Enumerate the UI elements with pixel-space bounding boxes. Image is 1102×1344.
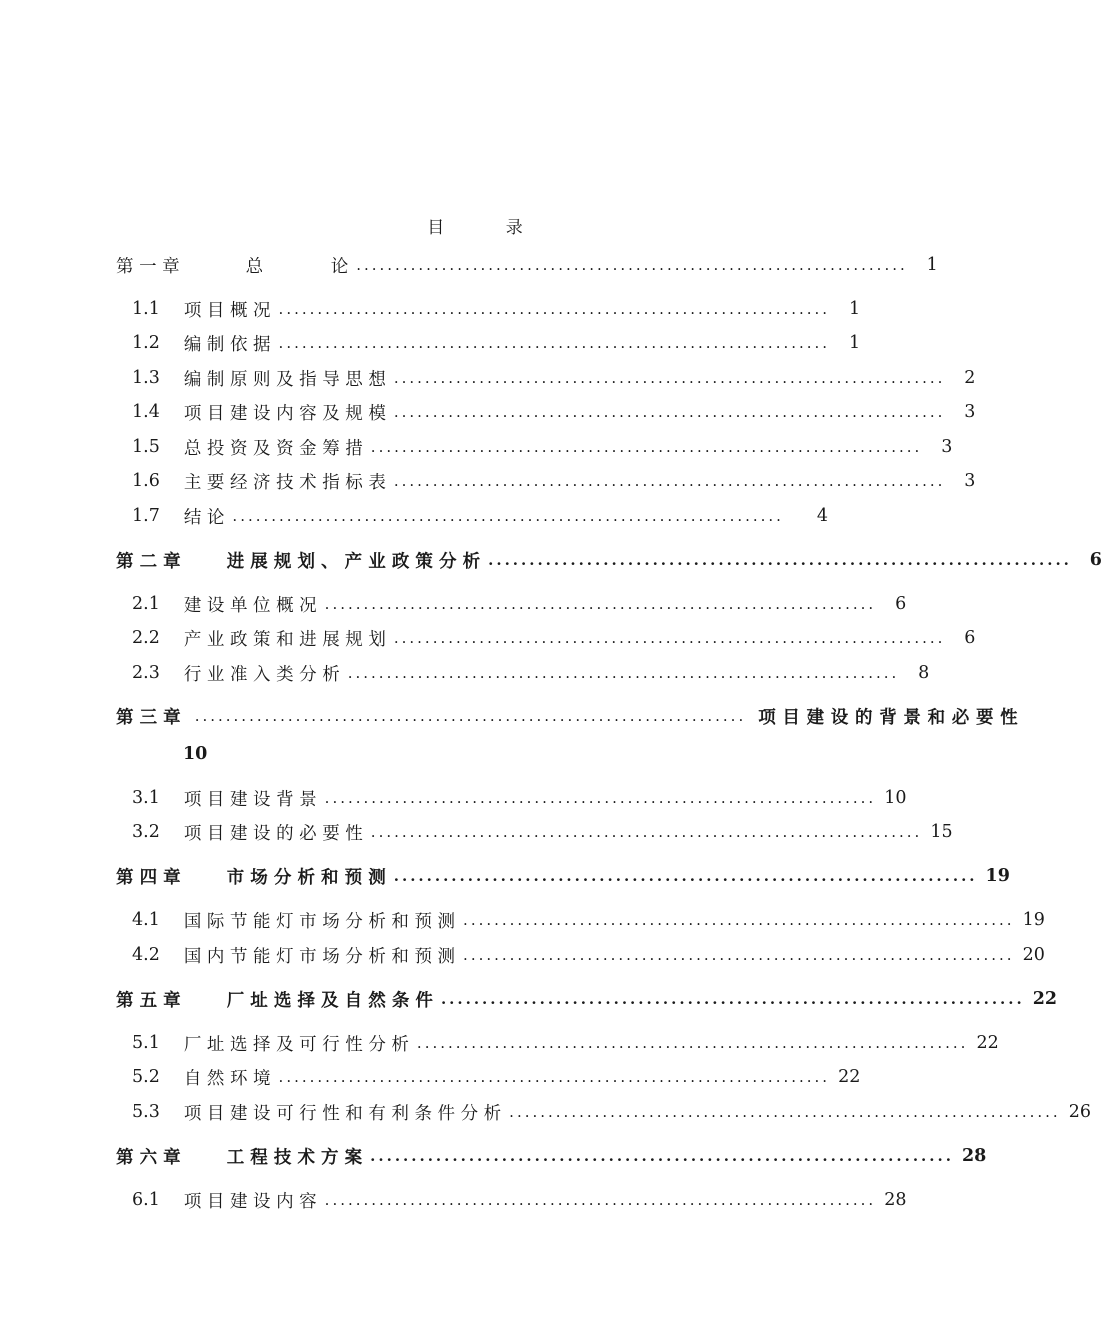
toc-entry-1-6[interactable] [132,468,976,494]
toc-leader: ....................................................................... [324,789,877,807]
toc-leader: ....................................................................... [509,1103,1061,1121]
toc-entry-page: 15 [930,822,953,842]
toc-entry-number: 1.5 [132,437,160,457]
toc-entry-number: 4.2 [132,945,160,965]
toc-entry-chapter-5[interactable] [116,986,1058,1012]
toc-leader: ....................................................................... [416,1034,969,1052]
toc-entry-page: 20 [1022,945,1045,965]
toc-leader: ....................................................................... [393,472,946,490]
toc-entry-title: 厂 址 选 择 及 可 行 性 分 析 [183,1034,409,1055]
toc-entry-chapter-6[interactable] [116,1143,987,1169]
toc-entry-title: 项 目 建 设 可 行 性 和 有 利 条 件 分 析 [183,1103,502,1124]
toc-entry-title: 工 程 技 术 方 案 [226,1147,363,1168]
toc-entry-title: 行 业 准 入 类 分 析 [183,664,340,685]
toc-leader: ....................................................................... [278,334,831,352]
toc-entry-number: 3.1 [132,788,160,808]
toc-entry-page: 28 [961,1146,987,1166]
toc-entry-title: 项 目 建 设 的 必 要 性 [183,823,363,844]
toc-entry-number: 5.1 [132,1033,160,1053]
toc-entry-chapter-3[interactable] [116,703,1018,729]
toc-entry-title: 总 论 [245,256,349,277]
toc-entry-title: 进 展 规 划 、 产 业 政 策 分 析 [226,551,481,572]
toc-entry-page: 3 [964,471,976,491]
toc-entry-number: 第 六 章 [116,1147,181,1168]
toc-entry-number: 1.4 [132,402,160,422]
toc-entry-title: 项 目 建 设 背 景 [183,789,317,810]
toc-entry-page: 10 [884,788,907,808]
toc-entry-number: 1.2 [132,333,160,353]
toc-entry-1-4[interactable] [132,399,976,425]
toc-leader: ....................................................................... [463,946,1015,964]
toc-entry-title: 国 际 节 能 灯 市 场 分 析 和 预 测 [183,911,456,932]
toc-leader: ....................................................................... [324,595,877,613]
toc-entry-number: 第 一 章 [116,256,180,277]
toc-entry-title: 厂 址 选 择 及 自 然 条 件 [226,990,433,1011]
toc-entry-5-2[interactable] [132,1064,861,1090]
toc-entry-number: 第 五 章 [116,990,181,1011]
toc-leader: ....................................................................... [393,629,946,647]
toc-entry-page: 1 [848,299,861,319]
toc-leader: ....................................................................... [393,867,978,885]
toc-entry-page: 6 [964,628,976,648]
toc-entry-title: 项 目 概 况 [183,300,271,321]
toc-entry-page: 10 [183,744,208,764]
toc-entry-page: 28 [884,1190,907,1210]
toc-entry-chapter-1[interactable] [116,252,938,278]
toc-entry-1-7[interactable] [132,503,828,529]
toc-entry-chapter-3-page[interactable] [183,741,243,767]
toc-leader: ....................................................................... [370,823,923,841]
toc-entry-page: 22 [1032,989,1058,1009]
toc-entry-title: 市 场 分 析 和 预 测 [226,867,386,888]
toc-entry-page: 3 [964,402,976,422]
toc-entry-title: 编 制 依 据 [183,334,271,355]
toc-entry-2-3[interactable] [132,660,930,686]
toc-entry-title: 产 业 政 策 和 进 展 规 划 [183,629,386,650]
toc-entry-page: 6 [1089,550,1102,570]
toc-entry-3-1[interactable] [132,785,907,811]
toc-leader: ....................................................................... [356,256,908,274]
toc-entry-2-2[interactable] [132,625,976,651]
toc-entry-chapter-2[interactable] [116,547,1102,573]
toc-entry-title: 结 论 [183,507,225,528]
toc-entry-number: 5.2 [132,1067,160,1087]
toc-entry-3-2[interactable] [132,819,953,845]
toc-entry-page: 22 [838,1067,861,1087]
toc-leader: ....................................................................... [278,300,831,318]
toc-entry-number: 2.3 [132,663,160,683]
toc-entry-number: 第 四 章 [116,867,181,888]
toc-leader: ....................................................................... [370,438,923,456]
toc-entry-1-5[interactable] [132,434,953,460]
toc-entry-page: 26 [1068,1102,1091,1122]
toc-entry-page: 1 [848,333,861,353]
toc-entry-title: 项 目 建 设 内 容 及 规 模 [183,403,386,424]
toc-leader: ....................................................................... [324,1191,877,1209]
toc-entry-chapter-4[interactable] [116,863,1010,889]
toc-entry-number: 第 二 章 [116,551,181,572]
toc-entry-5-3[interactable] [132,1099,1091,1125]
toc-entry-number: 第 三 章 [116,707,181,728]
toc-entry-5-1[interactable] [132,1030,999,1056]
toc-entry-number: 5.3 [132,1102,160,1122]
toc-leader: ....................................................................... [347,664,900,682]
toc-leader: ....................................................................... [232,507,784,525]
toc-entry-number: 1.6 [132,471,160,491]
toc-entry-title: 总 投 资 及 资 金 筹 措 [183,438,363,459]
toc-entry-number: 3.2 [132,822,160,842]
toc-entry-page: 1 [926,255,938,275]
toc-entry-number: 1.3 [132,368,160,388]
toc-leader: ....................................................................... [278,1068,831,1086]
toc-entry-title: 编 制 原 则 及 指 导 思 想 [183,369,386,390]
toc-entry-page: 3 [941,437,953,457]
toc-entry-page: 6 [895,594,907,614]
toc-leader: ....................................................................... [393,403,946,421]
toc-leader: ....................................................................... [370,1147,954,1165]
toc-entry-number: 2.2 [132,628,160,648]
toc-entry-1-3[interactable] [132,365,976,391]
toc-entry-1-2[interactable] [132,330,861,356]
toc-entry-page: 8 [918,663,930,683]
toc-entry-number: 2.1 [132,594,160,614]
toc-entry-4-2[interactable] [132,942,1045,968]
toc-entry-page: 19 [985,866,1010,886]
toc-entry-number: 1.7 [132,506,160,526]
toc-entry-4-1[interactable] [132,907,1045,933]
toc-entry-title: 主 要 经 济 技 术 指 标 表 [183,472,386,493]
toc-entry-title: 建 设 单 位 概 况 [183,595,317,616]
toc-leader: ....................................................................... [194,707,747,725]
toc-entry-page: 22 [976,1033,999,1053]
toc-leader: ....................................................................... [488,551,1072,569]
toc-entry-2-1[interactable] [132,591,907,617]
toc-entry-6-1[interactable] [132,1187,907,1213]
toc-entry-title: 国 内 节 能 灯 市 场 分 析 和 预 测 [183,946,456,967]
toc-entry-number: 4.1 [132,910,160,930]
toc-entry-title: 项 目 建 设 的 背 景 和 必 要 性 [758,707,1018,728]
toc-entry-number: 6.1 [132,1190,160,1210]
toc-entry-number: 1.1 [132,299,160,319]
toc-title: 目 录 [427,218,551,238]
toc-leader: ....................................................................... [463,911,1015,929]
toc-entry-page: 19 [1022,910,1045,930]
toc-leader: ....................................................................... [393,369,946,387]
toc-entry-1-1[interactable] [132,296,861,322]
toc-entry-title: 项 目 建 设 内 容 [183,1191,317,1212]
toc-entry-page: 4 [816,506,828,526]
toc-entry-page: 2 [964,368,976,388]
toc-leader: ....................................................................... [440,990,1025,1008]
toc-entry-title: 自 然 环 境 [183,1068,271,1089]
